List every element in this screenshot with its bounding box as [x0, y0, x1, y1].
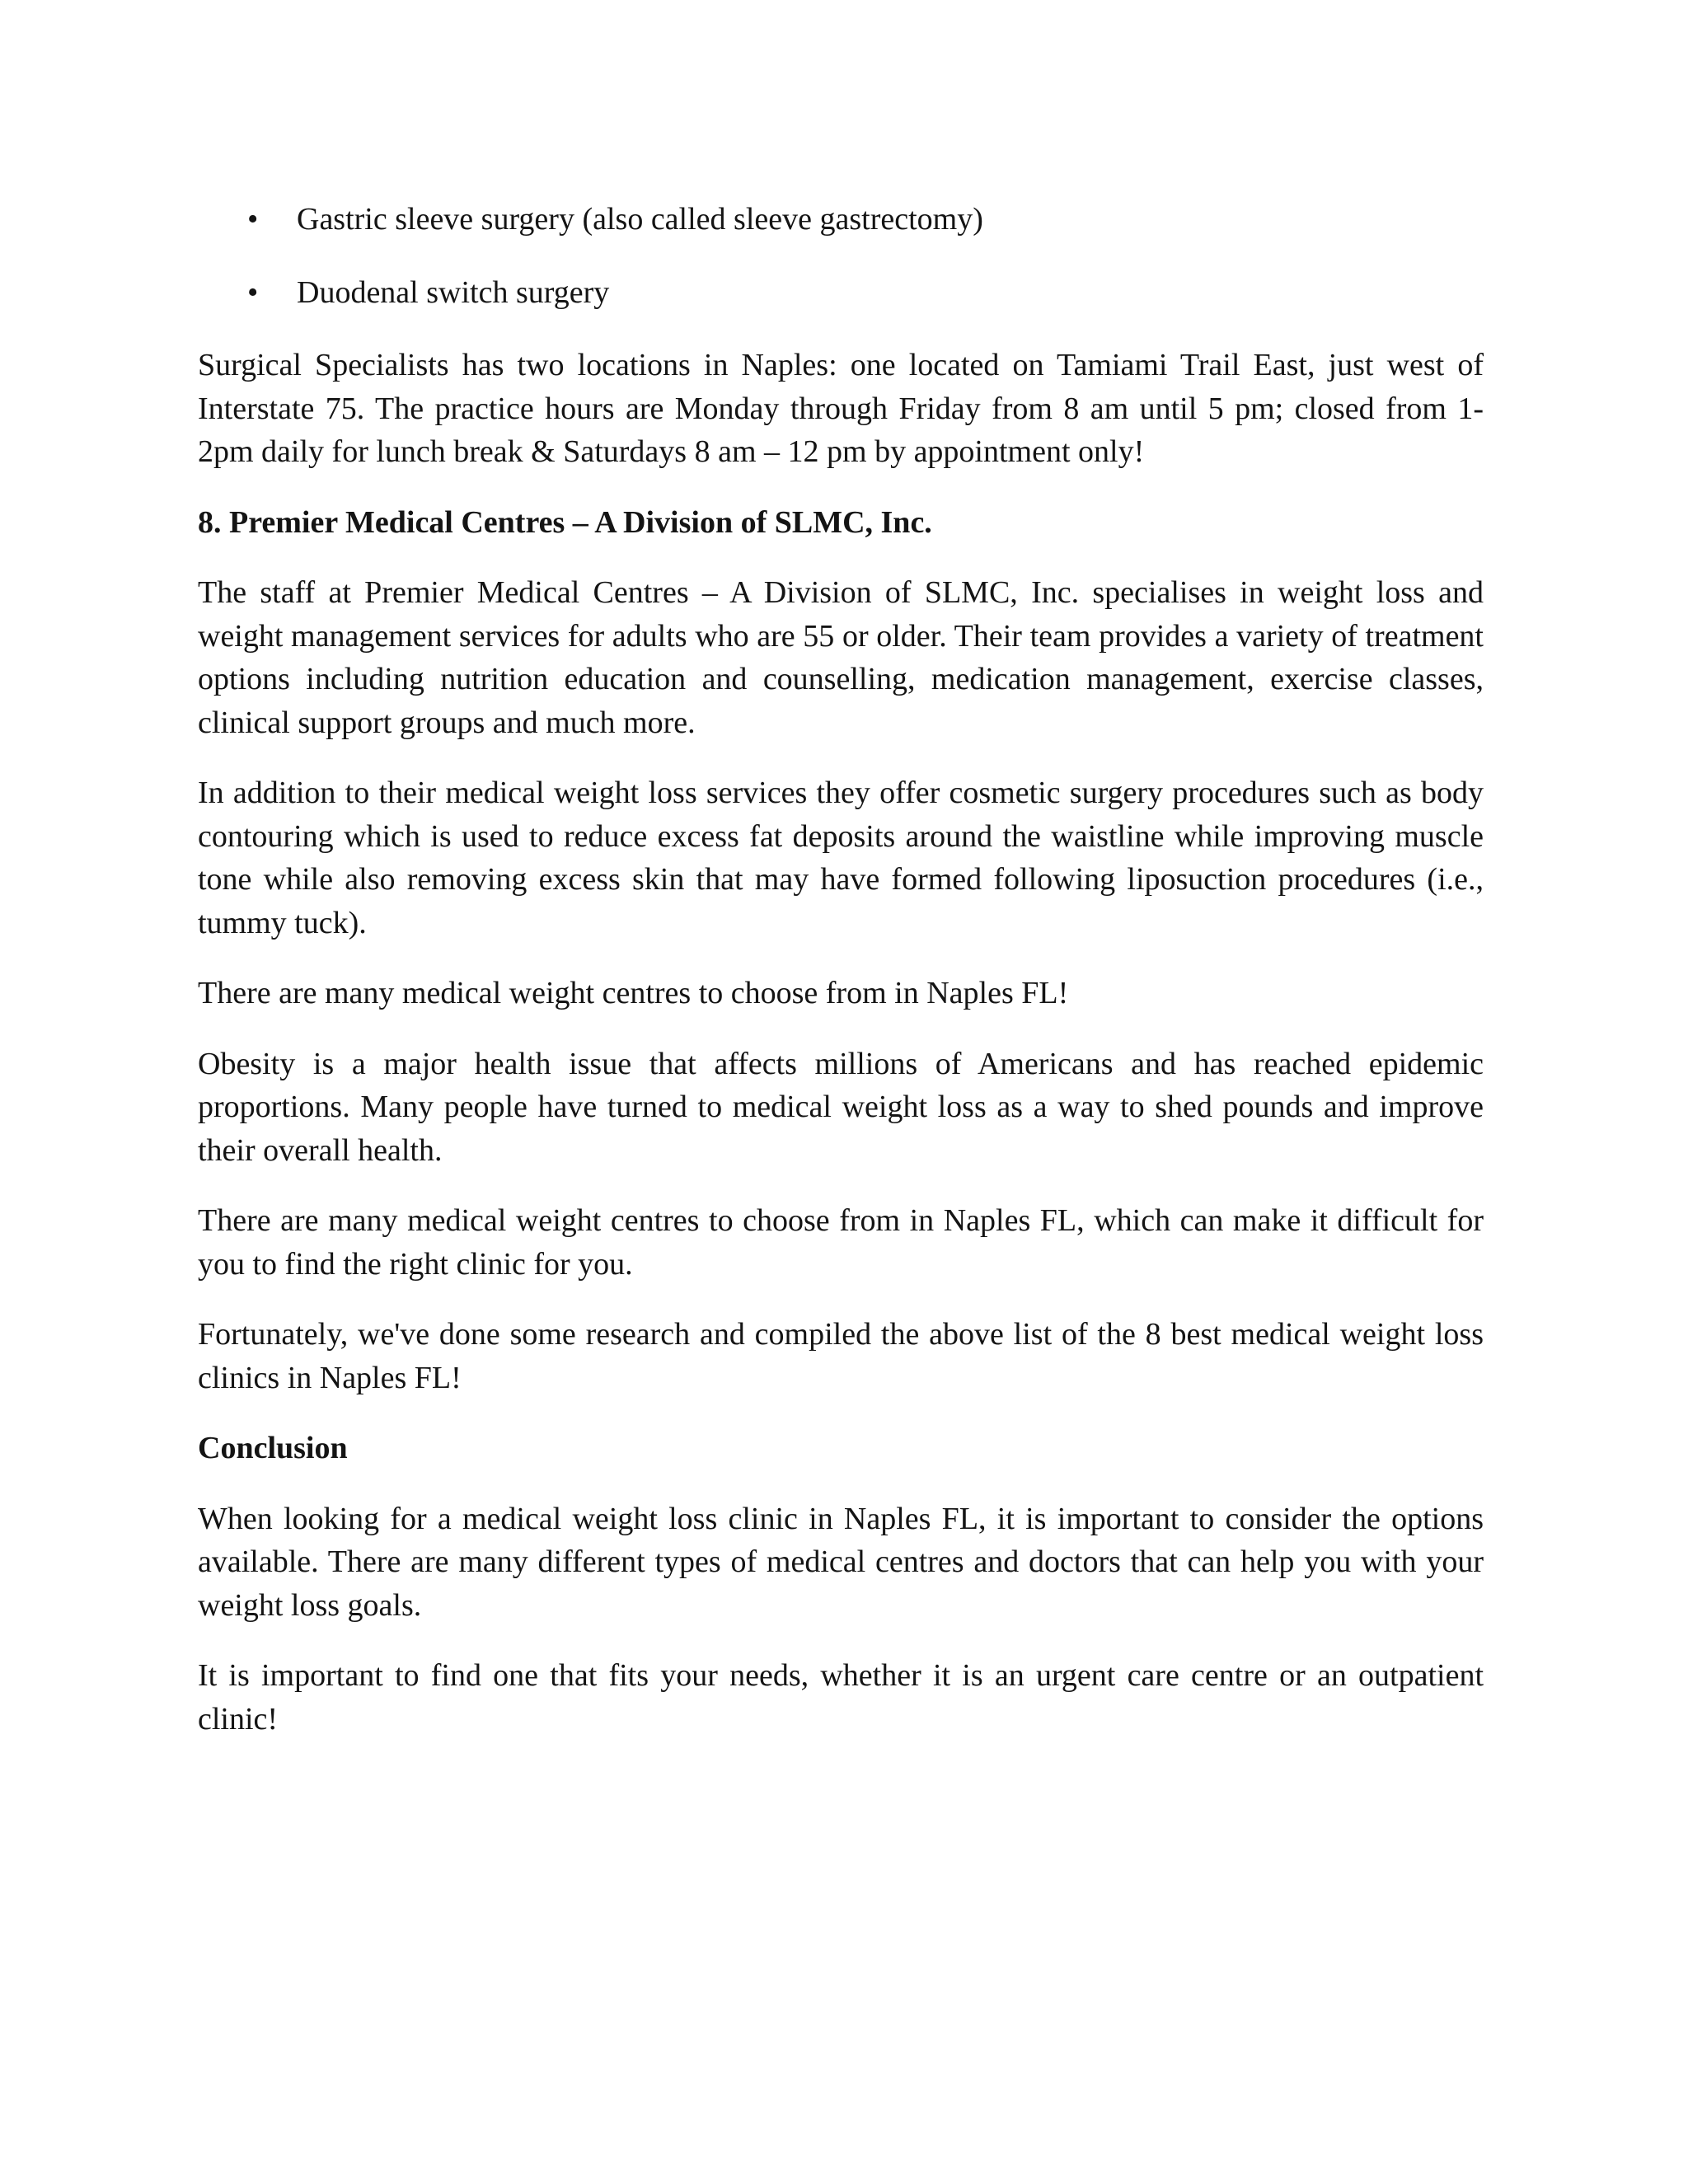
- list-item-text: Duodenal switch surgery: [297, 274, 610, 310]
- paragraph-fortunately: Fortunately, we've done some research and compiled the above list of the 8 best medical weight loss clinics in Naples FL!: [198, 1317, 1484, 1395]
- document-body: [198, 198, 1484, 1768]
- list-item: [198, 198, 1484, 241]
- list-item-text: Gastric sleeve surgery (also called sleeve gastrectomy): [297, 202, 983, 237]
- paragraph-cosmetic: In addition to their medical weight loss services they offer cosmetic surgery procedures such as body contouring which is used to reduce excess fat deposits around the waistline while improving muscle tone while also removing excess skin that may have formed following liposuction procedures (i.e., tummy tuck).: [198, 776, 1484, 940]
- paragraph-many-centres-2: There are many medical weight centres to choose from in Naples FL, which can make it difficult for you to find the right clinic for you.: [198, 1203, 1484, 1282]
- paragraph-staff: The staff at Premier Medical Centres – A Division of SLMC, Inc. specialises in weight loss and weight management services for adults who are 55 or older. Their team provides a variety of treatment options including nutrition education and counselling, medication management, exercise classes, clinical support groups and much more.: [198, 575, 1484, 740]
- paragraph-obesity: Obesity is a major health issue that affects millions of Americans and has reached epidemic proportions. Many people have turned to medical weight loss as a way to shed pounds and improve their overall health.: [198, 1046, 1484, 1168]
- bullet-icon: •: [247, 274, 259, 310]
- surgery-bullet-list: [198, 198, 1484, 314]
- list-item: [198, 271, 1484, 315]
- paragraph-many-centres-1: There are many medical weight centres to choose from in Naples FL!: [198, 976, 1069, 1010]
- bullet-icon: •: [247, 202, 259, 237]
- heading-conclusion: Conclusion: [198, 1431, 348, 1465]
- heading-premier-medical-centres: 8. Premier Medical Centres – A Division of SLMC, Inc.: [198, 504, 932, 540]
- paragraph-locations: Surgical Specialists has two locations in Naples: one located on Tamiami Trail East, just west of Interstate 75. The practice hours are Monday through Friday from 8 am until 5 pm; closed from 1-2pm daily for lunch break & Saturdays 8 am – 12 pm by appointment only!: [198, 348, 1484, 469]
- paragraph-looking: When looking for a medical weight loss clinic in Naples FL, it is important to consider the options available. There are many different types of medical centres and doctors that can help you with your weight loss goals.: [198, 1501, 1484, 1623]
- paragraph-important: It is important to find one that fits your needs, whether it is an urgent care centre or an outpatient clinic!: [198, 1658, 1484, 1736]
